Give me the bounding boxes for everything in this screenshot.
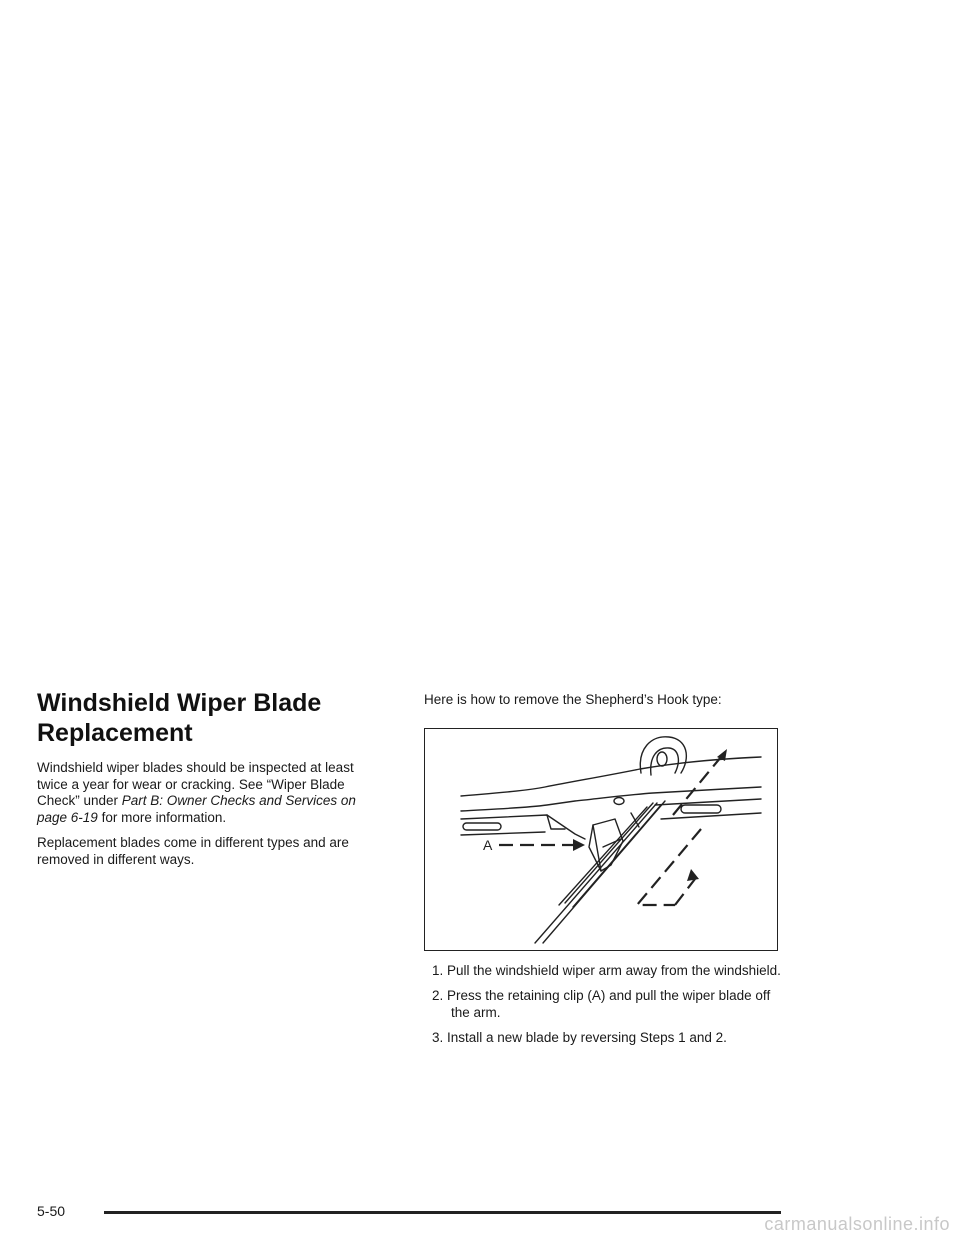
right-column xyxy=(424,692,784,1056)
paragraph-inspection xyxy=(37,760,387,826)
paragraph-inspection-text: Windshield wiper blades should be inspected at least twice a year for wear or cracking. See “Wiper Blade Check” under xyxy=(37,760,354,808)
paragraph-types: Replacement blades come in different types and are removed in different ways. xyxy=(37,835,349,867)
watermark-text: carmanualsonline.info xyxy=(764,1214,950,1234)
blade-slot-left xyxy=(463,823,501,830)
cross-reference-link[interactable]: Part B: Owner Checks and Services on page 6-19 xyxy=(37,793,356,825)
page-number: 5-50 xyxy=(37,1203,66,1219)
step-item: 1. Pull the windshield wiper arm away from the windshield. xyxy=(432,962,781,978)
shepherds-hook-inner xyxy=(651,747,679,774)
blade-frame-right-lower xyxy=(661,813,761,819)
blade-frame-left-lower xyxy=(461,832,545,835)
left-column xyxy=(37,688,387,877)
blade-slot-right xyxy=(681,805,721,813)
footer-rule xyxy=(104,1211,781,1214)
step-item: 2. Press the retaining clip (A) and pull the wiper blade off the arm. xyxy=(432,988,771,1020)
arrow-down-head xyxy=(687,869,699,881)
wiper-blade-illustration xyxy=(424,728,778,951)
blade-frame-right xyxy=(655,799,761,805)
hook-slot xyxy=(657,752,667,766)
arm-hole xyxy=(614,797,624,804)
arrow-up-line xyxy=(673,757,721,815)
arrow-down-line xyxy=(637,829,701,905)
wiper-arm-lower-edge xyxy=(461,787,761,811)
blade-rail-5 xyxy=(573,805,661,907)
clip-label-a: A xyxy=(483,836,493,853)
section-heading: Windshield Wiper Blade Replacement xyxy=(37,689,322,747)
arrow-down-tail xyxy=(675,879,695,905)
intro-text: Here is how to remove the Shepherd’s Hook type: xyxy=(424,692,722,707)
arrow-to-clip-head xyxy=(573,839,585,851)
blade-frame-left xyxy=(461,815,585,839)
wiper-diagram-svg xyxy=(425,729,779,952)
blade-rail-3 xyxy=(565,803,653,903)
paragraph-inspection-tail: for more information. xyxy=(97,809,227,825)
step-item: 3. Install a new blade by reversing Steps 1 and 2. xyxy=(432,1030,727,1045)
removal-steps-list xyxy=(424,963,784,1047)
